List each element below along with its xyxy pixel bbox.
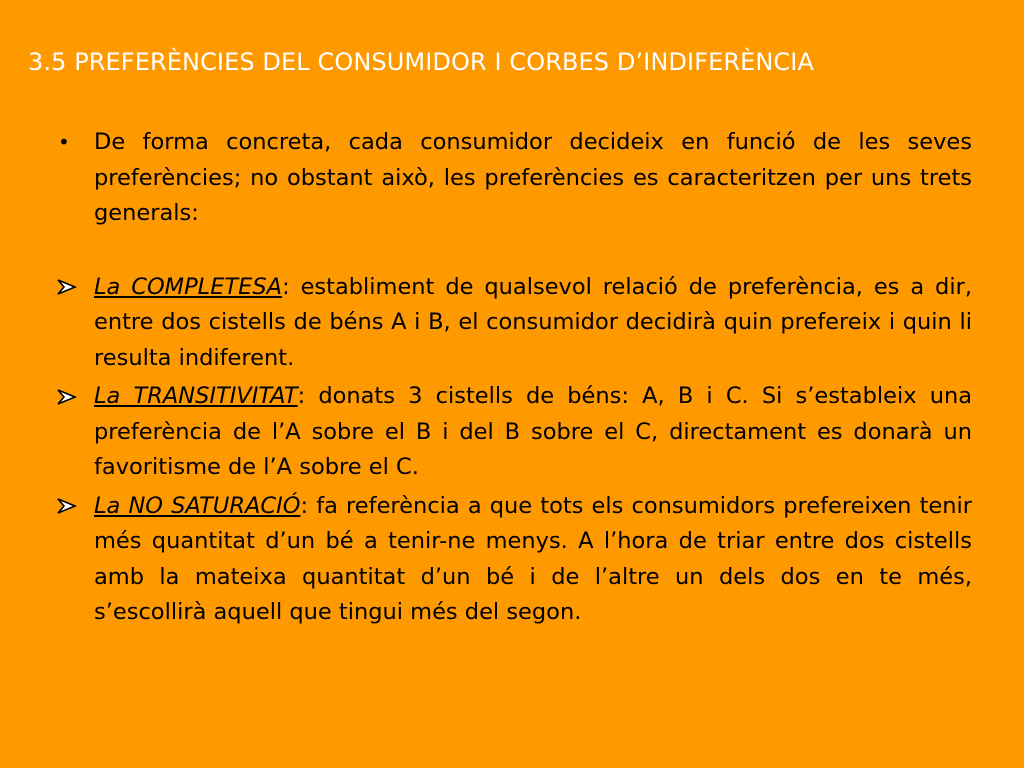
list-item-non-saturation <box>56 489 972 631</box>
arrowhead-bullet-icon <box>56 379 86 415</box>
slide-body <box>56 125 972 631</box>
item-text: : establiment de qualsevol relació de preferència, es a dir, entre dos cistells de béns A i B, el consumidor decidirà quin prefereix i quin li resulta indiferent. <box>94 273 972 371</box>
item-text: : donats 3 cistells de béns: A, B i C. Si s’estableix una preferència de l’A sobre el B i del B sobre el C, directament es donarà un favoritisme de l’A sobre el C. <box>94 383 973 480</box>
list-item-transitivity <box>56 379 972 486</box>
arrowhead-bullet-icon <box>56 489 86 525</box>
list-item-completeness <box>56 270 972 377</box>
term-transitivity: La TRANSITIVITAT <box>94 383 298 409</box>
intro-paragraph <box>56 125 972 232</box>
slide-title: 3.5 PREFERÈNCIES DEL CONSUMIDOR I CORBES D’INDIFERÈNCIA <box>28 48 814 76</box>
bullet-dot-icon: • <box>58 130 70 154</box>
item-text: : fa referència a que tots els consumidors prefereixen tenir més quantitat d’un bé a tenir-ne menys. A l’hora de triar entre dos cistells amb la mateixa quantitat d’un bé i de l’altre un dels dos en te més, s’escollirà aquell que tingui més del segon. <box>94 492 972 625</box>
term-completeness: La COMPLETESA <box>94 273 283 300</box>
term-non-saturation: La NO SATURACIÓ <box>94 492 301 519</box>
arrowhead-bullet-icon <box>56 270 86 306</box>
intro-text: De forma concreta, cada consumidor decideix en funció de les seves preferències; no obstant això, les preferències es caracteritzen per uns trets generals: <box>94 129 972 226</box>
